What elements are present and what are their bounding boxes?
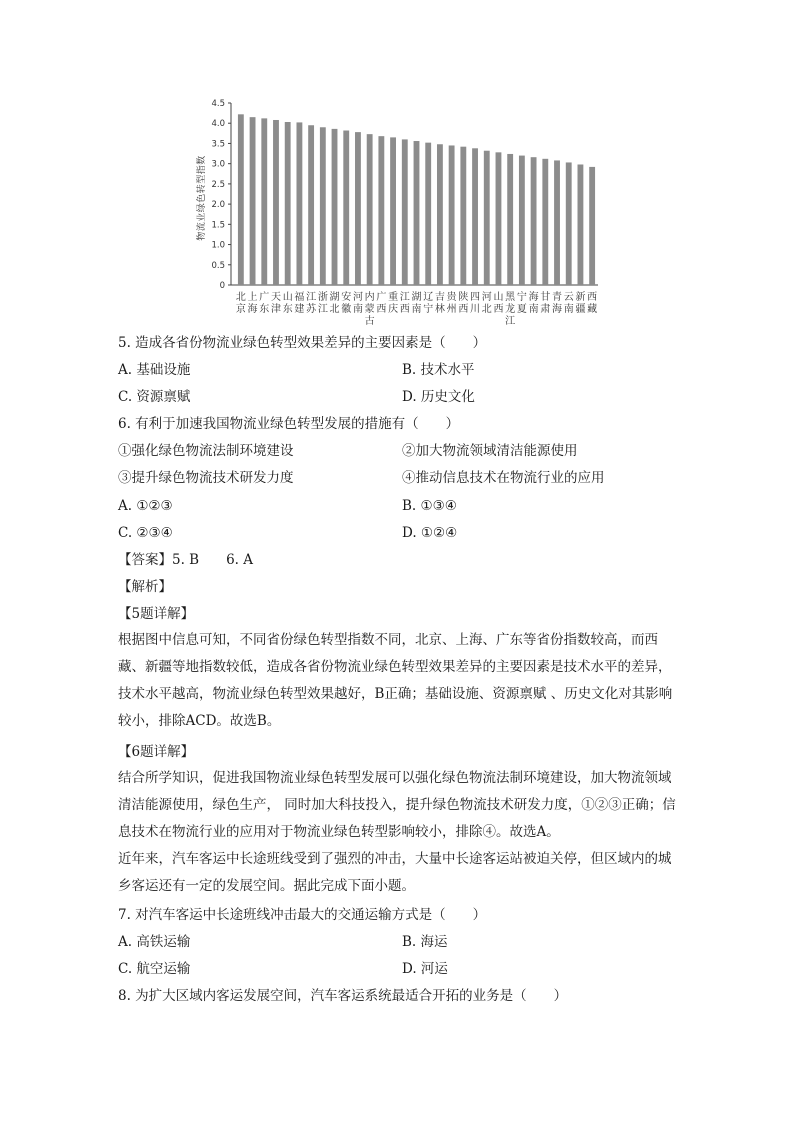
x-tick-label <box>447 290 458 315</box>
svg-text:上: 上 <box>247 292 258 303</box>
y-tick-label: 3.5 <box>211 139 225 150</box>
x-tick-label <box>564 291 574 315</box>
x-tick-label <box>236 291 246 315</box>
y-tick-label: 4.5 <box>211 99 225 109</box>
bar <box>355 132 361 285</box>
bar <box>250 117 256 285</box>
svg-text:黑: 黑 <box>505 292 516 303</box>
q6-statement-2: ②加大物流领域清洁能源使用 <box>402 443 578 459</box>
q5-option-a[interactable]: A. 基础设施 <box>118 362 191 378</box>
x-tick-label <box>330 290 340 315</box>
svg-text:安: 安 <box>341 292 352 303</box>
svg-text:广: 广 <box>376 292 387 303</box>
svg-text:海: 海 <box>552 304 563 315</box>
chart-x-labels <box>236 290 597 327</box>
question-7-stem: 7. 对汽车客运中长途班线冲击最大的交通运输方式是（ ） <box>118 907 487 923</box>
svg-text:贵: 贵 <box>446 292 457 303</box>
svg-text:藏: 藏 <box>587 304 598 315</box>
svg-text:东: 东 <box>259 304 270 315</box>
bar-chart <box>0 0 794 340</box>
x-tick-label <box>306 291 317 315</box>
question-8-stem: 8. 为扩大区域内客运发展空间，汽车客运系统最适合开拓的业务是（ ） <box>118 988 568 1004</box>
svg-text:北: 北 <box>329 304 340 315</box>
svg-text:林: 林 <box>434 304 445 315</box>
q7-option-c[interactable]: C. 航空运输 <box>118 961 191 977</box>
bar <box>378 136 384 285</box>
svg-text:重: 重 <box>388 292 399 303</box>
svg-text:蒙: 蒙 <box>364 304 375 315</box>
bar <box>296 122 302 285</box>
svg-text:南: 南 <box>352 304 363 315</box>
svg-text:河: 河 <box>481 292 492 303</box>
svg-text:州: 州 <box>446 304 457 315</box>
bar <box>285 122 291 285</box>
svg-text:江: 江 <box>399 292 410 303</box>
detail-5-title: 【5题详解】 <box>118 606 195 622</box>
y-tick-label: 1.0 <box>211 240 225 251</box>
svg-text:天: 天 <box>270 292 281 303</box>
x-tick-label <box>271 291 281 315</box>
bar <box>390 137 396 285</box>
y-tick-label: 0.5 <box>211 260 225 271</box>
svg-text:吉: 吉 <box>434 292 445 303</box>
svg-text:甘: 甘 <box>540 292 551 303</box>
bar <box>554 160 560 285</box>
x-tick-label <box>283 290 293 315</box>
svg-text:浙: 浙 <box>317 292 328 303</box>
q7-option-b[interactable]: B. 海运 <box>402 934 448 950</box>
question-5-stem: 5. 造成各省份物流业绿色转型效果差异的主要因素是（ ） <box>118 335 487 351</box>
bar <box>437 144 443 285</box>
svg-text:古: 古 <box>364 316 375 327</box>
svg-text:江: 江 <box>306 292 317 303</box>
svg-text:西: 西 <box>458 304 469 315</box>
svg-text:海: 海 <box>247 304 258 315</box>
analysis-title: 【解析】 <box>118 579 172 595</box>
svg-text:川: 川 <box>470 304 481 315</box>
answer-line: 【答案】5. B 6. A <box>118 552 254 568</box>
chart-y-ticks <box>211 99 231 291</box>
x-tick-label <box>318 290 328 315</box>
svg-text:肃: 肃 <box>540 304 551 315</box>
svg-text:徽: 徽 <box>341 304 352 315</box>
svg-text:新: 新 <box>575 292 586 303</box>
x-tick-label <box>552 290 562 315</box>
svg-text:海: 海 <box>528 292 539 303</box>
svg-text:宁: 宁 <box>516 292 527 303</box>
svg-text:河: 河 <box>352 292 363 303</box>
q7-option-d[interactable]: D. 河运 <box>402 961 448 977</box>
bar <box>414 141 420 285</box>
q6-option-a[interactable]: A. ①②③ <box>118 498 173 514</box>
bar <box>343 131 349 286</box>
svg-text:南: 南 <box>411 304 422 315</box>
bar <box>519 156 525 285</box>
svg-text:建: 建 <box>294 304 305 315</box>
passage-intro: 近年来，汽车客运中长途班线受到了强烈的冲击，大量中长途客运站被迫关停，但区域内的城乡客运还有一定的发展空间。据此完成下面小题。 <box>118 851 672 894</box>
svg-text:西: 西 <box>399 304 410 315</box>
bar <box>367 134 373 285</box>
svg-text:山: 山 <box>282 292 293 303</box>
bar <box>449 145 455 285</box>
x-tick-label <box>575 291 585 315</box>
svg-text:疆: 疆 <box>575 304 586 315</box>
svg-text:江: 江 <box>317 304 328 315</box>
q5-option-d[interactable]: D. 历史文化 <box>402 389 475 405</box>
q6-option-b[interactable]: B. ①③④ <box>402 498 457 514</box>
bar <box>496 152 502 285</box>
bar <box>531 157 537 285</box>
x-tick-label <box>259 290 269 315</box>
x-tick-label <box>540 290 550 315</box>
x-tick-label <box>505 291 516 327</box>
bar <box>460 147 466 285</box>
svg-text:龙: 龙 <box>505 304 516 315</box>
svg-text:陕: 陕 <box>458 292 469 303</box>
x-tick-label <box>517 290 527 315</box>
detail-6-text: 结合所学知识，促进我国物流业绿色转型发展可以强化绿色物流法制环境建设，加大物流领域清洁能源使用，绿色生产， 同时加大科技投入，提升绿色物流技术研发力度，①②③正确；信息技术在物流行业的应用对于物流业绿色转型影响较小，排除④。故选A。 <box>118 770 676 840</box>
svg-text:辽: 辽 <box>423 292 434 303</box>
svg-text:苏: 苏 <box>306 304 317 315</box>
x-tick-label <box>248 290 258 315</box>
svg-text:云: 云 <box>563 292 574 303</box>
bar <box>402 139 408 285</box>
svg-text:宁: 宁 <box>423 304 434 315</box>
q6-option-d[interactable]: D. ①②④ <box>402 525 458 541</box>
q6-statement-1: ①强化绿色物流法制环境建设 <box>118 443 294 459</box>
x-tick-label <box>587 291 597 315</box>
svg-text:南: 南 <box>528 304 539 315</box>
x-tick-label <box>435 290 445 315</box>
x-tick-label <box>400 291 410 315</box>
x-tick-label <box>458 290 468 315</box>
x-tick-label <box>493 290 503 315</box>
x-tick-label <box>423 291 433 315</box>
q7-option-a[interactable]: A. 高铁运输 <box>118 934 191 950</box>
q5-option-c[interactable]: C. 资源禀赋 <box>118 389 191 405</box>
svg-text:四: 四 <box>470 292 481 303</box>
x-tick-label <box>482 291 492 315</box>
y-tick-label: 1.5 <box>211 220 225 231</box>
y-tick-label: 2.5 <box>211 179 225 190</box>
bar <box>578 164 584 285</box>
q6-statement-3: ③提升绿色物流技术研发力度 <box>118 470 294 486</box>
bar <box>273 120 279 285</box>
y-tick-label: 4.0 <box>211 119 225 130</box>
y-tick-label: 2.0 <box>211 200 225 211</box>
bar <box>472 148 478 285</box>
bar <box>542 159 548 285</box>
svg-text:西: 西 <box>587 292 598 303</box>
bar <box>589 167 595 285</box>
detail-6-title: 【6题详解】 <box>118 744 195 760</box>
bar <box>320 127 326 285</box>
y-tick-label: 3.0 <box>211 159 225 170</box>
svg-text:广: 广 <box>259 292 270 303</box>
svg-text:西: 西 <box>376 304 387 315</box>
x-tick-label <box>294 290 304 315</box>
q5-option-b[interactable]: B. 技术水平 <box>402 362 475 378</box>
bar <box>238 114 244 285</box>
x-tick-label <box>365 290 375 327</box>
svg-text:山: 山 <box>493 292 504 303</box>
bar <box>484 151 490 285</box>
x-tick-label <box>341 290 351 315</box>
x-tick-label <box>529 290 539 315</box>
svg-text:湖: 湖 <box>329 292 340 303</box>
x-tick-label <box>412 290 422 315</box>
svg-text:江: 江 <box>505 316 516 327</box>
svg-text:福: 福 <box>294 292 305 303</box>
bar <box>308 125 314 285</box>
bar <box>425 143 431 285</box>
bar <box>566 162 572 285</box>
svg-text:北: 北 <box>481 304 492 315</box>
x-tick-label <box>388 290 398 315</box>
svg-text:南: 南 <box>563 304 574 315</box>
chart-y-axis-label: 物流业绿色转型指数 <box>197 155 207 241</box>
bar <box>507 154 513 285</box>
bar <box>261 118 267 285</box>
svg-text:庆: 庆 <box>388 304 399 315</box>
y-tick-label: 0 <box>219 281 225 291</box>
question-6-stem: 6. 有利于加速我国物流业绿色转型发展的措施有（ ） <box>118 416 460 432</box>
x-tick-label <box>376 290 386 315</box>
detail-5-text: 根据图中信息可知，不同省份绿色转型指数不同，北京、上海、广东等省份指数较高，而西藏、新疆等地指数较低，造成各省份物流业绿色转型效果差异的主要因素是技术水平的差异，技术水平越高，物流业绿色转型效果越好，B正确；基础设施、资源禀赋 、历史文化对其影响较小，排除ACD。故选B。 <box>118 632 673 729</box>
q6-statement-4: ④推动信息技术在物流行业的应用 <box>402 470 605 486</box>
svg-text:津: 津 <box>270 304 281 315</box>
svg-text:东: 东 <box>282 304 293 315</box>
svg-text:湖: 湖 <box>411 292 422 303</box>
svg-text:北: 北 <box>235 292 246 303</box>
x-tick-label <box>353 291 363 315</box>
svg-text:内: 内 <box>364 292 375 303</box>
q6-option-c[interactable]: C. ②③④ <box>118 525 173 541</box>
svg-text:西: 西 <box>493 304 504 315</box>
svg-text:京: 京 <box>235 304 246 315</box>
svg-text:夏: 夏 <box>516 304 527 315</box>
x-tick-label <box>470 291 480 315</box>
bar <box>332 129 338 285</box>
chart-bars <box>238 114 595 285</box>
svg-text:青: 青 <box>552 292 563 303</box>
